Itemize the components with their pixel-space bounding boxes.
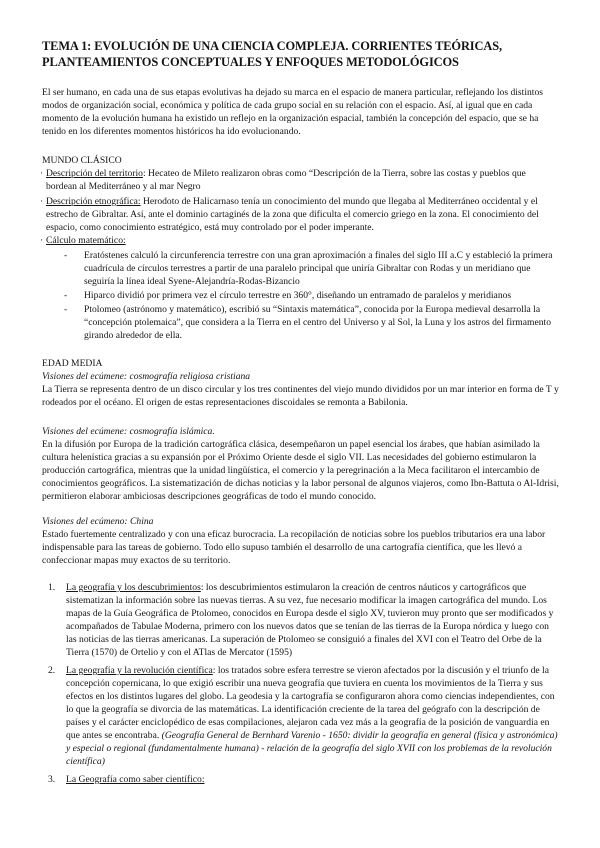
- item-label: La Geografía como saber científico:: [66, 774, 205, 785]
- sub-item-text: Ptolomeo (astrónomo y matemático), escribió su “Sintaxis matemática”, conocida por la Europa medieval desarrolla la “concepción ptolemaica”, que considera a la Tierra en el centro del Universo y al Sol, la Luna y los astros del firmamento girando alrededor de ella.: [84, 304, 552, 341]
- sub-item-text: Eratóstenes calculó la circunferencia terrestre con una gran aproximación a finales del siglo III a.C y estableció la primera cuadrícula de círculos terrestres a partir de una paralelo principal que uniría Gibraltar con Rodas y un meridiano que seguiría la línea ideal Syene-Alejandría-Rodas-Bizancio: [84, 250, 553, 287]
- page-title: TEMA 1: EVOLUCIÓN DE UNA CIENCIA COMPLEJA. CORRIENTES TEÓRICAS, PLANTEAMIENTOS CONCEPTUALES Y ENFOQUES METODOLÓGICOS: [42, 39, 503, 69]
- paragraph-cosmografia-islamica: En la difusión por Europa de la tradición cartográfica clásica, desempeñaron un papel esencial los árabes, que habían asimilado la cultura helenística gracias a su expansión por el Próximo Oriente desde el siglo VII. Las necesidades del gobierno estimularon la producción cartográfica, mientras que la unidad lingüística, el comercio y la peregrinación a la Meca facilitaron el intercambio de conocimientos geográficos. La sistematización de dichas noticias y la labor personal de algunos viajeros, como Ibn-Battuta o Al-Idrisi, permitieron elaborar ambiciosas descripciones geográficas de todo el mundo conocido.: [42, 439, 559, 502]
- item-number: 1.: [48, 582, 56, 593]
- bullet-label: Descripción del territorio: [46, 168, 143, 179]
- paragraph-china: Estado fuertemente centralizado y con una eficaz burocracia. La recopilación de noticias sobre los pueblos tributarios era una labor indispensable para las tareas de gobierno. Todo ello supuso también el desarrollo de una cartografía científica, que les llevó a confeccionar mapas muy exactos de su territorio.: [42, 529, 546, 566]
- dash-marker: -: [64, 250, 68, 261]
- numbered-item-saber-cientifico: [42, 773, 559, 786]
- bullet-marker: ·: [40, 235, 44, 246]
- numbered-item-revolucion-cientifica: [42, 664, 559, 768]
- item-text: : los tratados sobre esfera terrestre se vieron afectados por la discusión y el triunfo de la concepción copernicana, lo que exigió escribir una nueva geografía que tuviera en cuenta los movimientos de la Tierra y sus efectos en los distintos lugares del globo. La geodesia y la cartografía se configuraron ahora como ciencias independientes, con lo que la geografía se divorcia de las matemáticas. La identificación creciente de la tarea del geógrafo con la descripción de países y el carácter enciclopédico de esas compilaciones, alejaron cada vez más a la geografía de la posición de vanguardia en que antes se encontraba.: [66, 665, 555, 741]
- document-content: [42, 38, 559, 791]
- bullet-text: Herodoto de Halicarnaso tenía un conocimiento del mundo que llegaba al Mediterráneo occidental y el estrecho de Gibraltar. Así, ante el dominio cartaginés de la zona que dificulta el comercio griego en la zona. El conocimiento del espacio, como conocimiento estratégico, está muy controlado por el poder imperante.: [46, 196, 539, 233]
- section-heading-edad-media: EDAD MEDIA: [42, 358, 103, 369]
- subtitle-cosmografia-islamica: Visiones del ecúmene: cosmografía islámica.: [42, 426, 215, 437]
- item-label: La geografía y la revolución científica: [66, 665, 213, 676]
- bullet-text: : Hecateo de Mileto realizaron obras como “Descripción de la Tierra, sobre las costas y pueblos que bordean al Mediterráneo y al mar Negro: [46, 168, 526, 192]
- bullet-marker: ·: [40, 196, 44, 207]
- bullet-descripcion-etnografica: [42, 195, 559, 234]
- dash-marker: -: [64, 304, 68, 315]
- item-number: 2.: [48, 665, 56, 676]
- subtitle-cosmografia-cristiana: Visiones del ecúmene: cosmografía religiosa cristiana: [42, 371, 251, 382]
- sub-item-text: Hiparco dividió por primera vez el círculo terrestre en 360°, diseñando un entramado de paralelos y meridianos: [84, 290, 512, 301]
- numbered-item-descubrimientos: [42, 581, 559, 659]
- dash-marker: -: [64, 290, 68, 301]
- bullet-label: Cálculo matemático:: [46, 235, 126, 246]
- bullet-label: Descripción etnográfica:: [46, 196, 141, 207]
- item-label: La geografía y los descubrimientos: [66, 582, 201, 593]
- paragraph-cosmografia-cristiana: La Tierra se representa dentro de un disco circular y los tres continentes del viejo mundo divididos por un mar interior en forma de T y rodeados por el océano. El origen de estas representaciones discoidales se remonta a Babilonia.: [42, 384, 559, 408]
- sub-item-eratostenes: [42, 249, 559, 288]
- item-note: (Geografía General de Bernhard Varenio - 1650: dividir la geografía en general (física y astronómica) y especial o regional (fundamentalmente humana) - relación de la geografía del siglo XVII con los problemas de la revolución científica): [66, 730, 558, 767]
- sub-item-ptolomeo: [42, 303, 559, 342]
- numbered-list: [42, 581, 559, 786]
- sub-item-hiparco: [42, 289, 559, 302]
- item-number: 3.: [48, 774, 56, 785]
- bullet-marker: ·: [40, 168, 44, 179]
- bullet-calculo-matematico: [42, 234, 559, 247]
- bullet-descripcion-territorio: [42, 167, 559, 193]
- calculo-sub-list: [42, 249, 559, 342]
- item-text: : los descubrimientos estimularon la creación de centros náuticos y cartográficos que sistematizan la información sobre las nuevas tierras. A su vez, fue necesario modificar la imagen cartográfica del mundo. Los mapas de la Guía Geográfica de Ptolomeo, conocidos en Europa desde el siglo XV, tuvieron muy pronto que ser modificados y acompañados de Tabulae Moderna, primero con los nuevos datos que se tenían de las tierras de la Europa nórdica y luego con las noticias de las tierras americanas. La superación de Ptolomeo se consiguió a finales del XVI con el Teatro del Orbe de la Tierra (1570) de Ortelio y con el ATlas de Mercator (1595): [66, 582, 554, 658]
- section-heading-mundo-clasico: MUNDO CLÁSICO: [42, 155, 122, 166]
- subtitle-china: Visiones del ecúmeno: China: [42, 516, 154, 527]
- intro-paragraph: El ser humano, en cada una de sus etapas evolutivas ha dejado su marca en el espacio de manera particular, reflejando los distintos modos de organización social, económica y política de cada grupo social en su relación con el espacio. Así, al igual que en cada momento de la evolución humana ha existido un reflejo en la organización espacial, también la concepción del espacio, que se ha tenido en los diferentes momentos históricos ha ido evolucionando.: [42, 87, 543, 137]
